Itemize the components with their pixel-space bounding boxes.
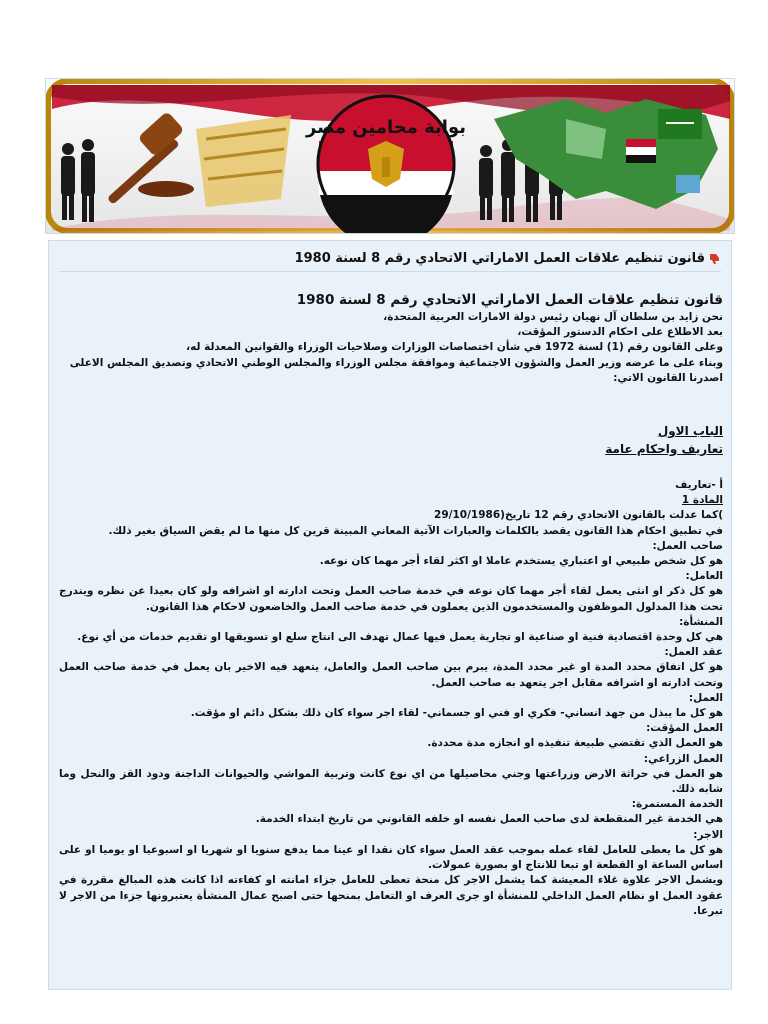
closing-paragraph: ويشمل الاجر علاوة غلاء المعيشة كما يشمل الاجر كل منحة تعطى للعامل جزاء امانته او كفاءته اذا كانت هذه المبالغ مقررة في عقود العمل او نظام العمل الداخلي للمنشأة او جرى العرف او التعامل بمنحها حتى اصبح عمال المنشأة يعتبرونها جزءا من الاجر لا تبرعا. bbox=[59, 874, 723, 917]
post-title[interactable] bbox=[59, 251, 721, 266]
amendment-note: )كما عدلت بالقانون الاتحادي رقم 12 تاريخ(29/10/1986 bbox=[434, 509, 723, 522]
header-banner bbox=[45, 78, 735, 234]
definition-text: هو كل شخص طبيعي او اعتباري يستخدم عاملا او اكثر لقاء أجر مهما كان نوعه. bbox=[319, 555, 723, 568]
intro-line: وبناء على ما عرضه وزير العمل والشؤون الاجتماعية وموافقة مجلس الوزراء والمجلس الوطني الاتحادي وتصديق المجلس الاعلى bbox=[69, 356, 723, 369]
intro-line: بعد الاطلاع على احكام الدستور المؤقت، bbox=[517, 326, 723, 339]
site-logo bbox=[305, 96, 466, 233]
definition-term: صاحب العمل: bbox=[652, 539, 723, 552]
chapter-title: الباب الاول bbox=[657, 424, 723, 439]
banner-artwork bbox=[46, 79, 734, 233]
definition-text: هي كل وحدة اقتصادية فنية او صناعية او تجارية يعمل فيها عمال تهدف الى انتاج سلع او تسويقها او تقديم خدمات من أي نوع. bbox=[77, 631, 723, 644]
forum-post bbox=[48, 240, 732, 990]
definition-term: العامل: bbox=[685, 570, 723, 583]
section-label: أ -تعاريف bbox=[675, 479, 723, 492]
definition-text: هو كل ذكر او انثى يعمل لقاء أجر مهما كان نوعه في خدمة صاحب العمل وتحت ادارته او اشرافه ولو كان بعيدا عن نظره ويندرج تحت هذا المدلول الموظفون والمستخدمون الذين يعملون في خدمة صاحب العمل والخاضعون لاحكام هذا القانون. bbox=[59, 585, 723, 613]
definition-text: هي الخدمة غير المنقطعة لدى صاحب العمل نفسه او خلفه القانوني من تاريخ ابتداء الخدمة. bbox=[255, 813, 723, 826]
title-divider bbox=[59, 271, 721, 272]
definition-term: العمل الزراعي: bbox=[643, 752, 723, 765]
definition-text: هو كل ما يبذل من جهد انساني- فكري او فني او جسماني- لقاء اجر سواء كان ذلك بشكل دائم او مؤقت. bbox=[190, 707, 723, 720]
definition-term: عقد العمل: bbox=[664, 646, 723, 659]
thumbs-down-icon bbox=[709, 253, 721, 265]
definition-term: المنشأة: bbox=[679, 615, 723, 628]
definition-text: هو العمل الذي تقتضي طبيعة تنفيذه او انجازه مدة محددة. bbox=[427, 737, 723, 750]
definition-term: الخدمة المستمرة: bbox=[631, 798, 723, 811]
law-heading: قانون تنظيم علاقات العمل الاماراتي الاتحادي رقم 8 لسنة 1980 bbox=[296, 292, 723, 308]
eagle-emblem bbox=[196, 115, 291, 207]
chapter-subtitle: تعاريف واحكام عامة bbox=[605, 442, 723, 457]
definition-term: العمل: bbox=[688, 691, 723, 704]
definition-term: العمل المؤقت: bbox=[646, 722, 723, 735]
post-title-text: قانون تنظيم علاقات العمل الاماراتي الاتحادي رقم 8 لسنة 1980 bbox=[294, 251, 705, 266]
post-body bbox=[59, 291, 723, 919]
article-label: المادة 1 bbox=[681, 494, 723, 507]
definition-text: هو كل ما يعطى للعامل لقاء عمله بموجب عقد العمل سواء كان نقدا او عينا مما يدفع سنويا او شهريا او اسبوعيا او يوميا او على اساس الساعة او القطعة او تبعا للانتاج او بصورة عمولات. bbox=[59, 843, 723, 872]
logo-text: بوابة محامين مصر bbox=[305, 117, 467, 138]
definition-text: هو العمل في حراثة الارض وزراعتها وجني محاصيلها من اي نوع كانت وتربية المواشي والحيوانات الداجنة ودود القز والنحل وما شابه ذلك. bbox=[59, 767, 723, 796]
intro-line: وعلى القانون رقم (1) لسنة 1972 في شأن اختصاصات الوزارات وصلاحيات الوزراء والقوانين المعدلة له، bbox=[186, 341, 723, 354]
intro-line: نحن زايد بن سلطان آل نهيان رئيس دولة الامارات العربية المتحدة، bbox=[383, 311, 723, 323]
definition-text: هو كل اتفاق محدد المدة او غير محدد المدة، يبرم بين صاحب العمل والعامل، يتعهد فيه الاخير بان يعمل في خدمة صاحب العمل وتحت ادارته او اشرافه مقابل اجر يتعهد به صاحب العمل. bbox=[59, 661, 723, 689]
definition-term: الاجر: bbox=[693, 828, 723, 841]
article-intro: في تطبيق احكام هذا القانون يقصد بالكلمات والعبارات الآتية المعاني المبينة قرين كل منها ما لم يقض السياق بغير ذلك. bbox=[108, 524, 723, 537]
intro-line: اصدرنا القانون الاتي: bbox=[613, 371, 723, 384]
